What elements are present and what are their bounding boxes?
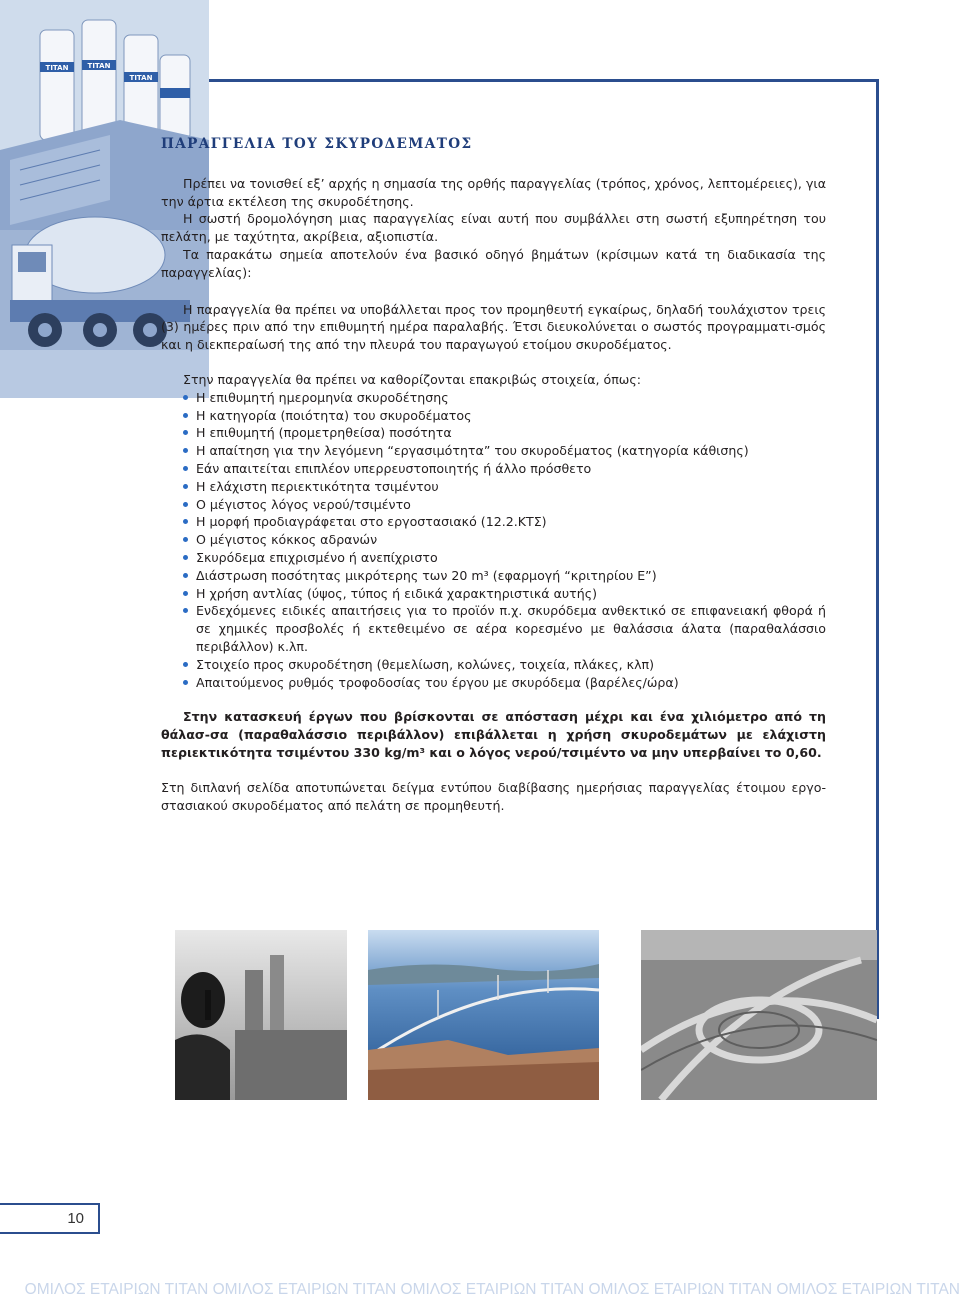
photo-highway-interchange	[641, 930, 877, 1100]
svg-text:TITAN: TITAN	[129, 74, 153, 82]
list-item: Απαιτούμενος ρυθμός τροφοδοσίας του έργου με σκυρόδεμα (βαρέλες/ώρα)	[161, 674, 826, 692]
bullet-icon	[183, 591, 188, 596]
bullet-icon	[183, 466, 188, 471]
main-content	[161, 136, 826, 814]
bullet-icon	[183, 413, 188, 418]
list-intro: Στην παραγγελία θα πρέπει να καθορίζονται επακριβώς στοιχεία, όπως:	[183, 371, 641, 387]
bullet-icon	[183, 680, 188, 685]
timing-paragraph: Η παραγγελία θα πρέπει να υποβάλλεται προς τον προμηθευτή εγκαίρως, δηλαδή τουλάχιστον τρεις (3) ημέρες πριν από την επιθυμητή ημέρα παραλαβής. Έτσι διευκολύνεται ο σωστός προγραμματι-σμός και η διεκπεραίωσή της από την πλευρά του παραγωγού ετοίμου σκυροδέματος.	[161, 301, 826, 353]
frame-right-line	[876, 79, 879, 1019]
bullet-icon	[183, 519, 188, 524]
bullet-icon	[183, 573, 188, 578]
bullet-icon	[183, 484, 188, 489]
bullet-icon	[183, 608, 188, 613]
intro-paragraph-1: Πρέπει να τονισθεί εξ’ αρχής η σημασία της ορθής παραγγελίας (τρόπος, χρόνος, λεπτομέρειες), για την άρτια εκτέλεση της σκυροδέτησης.	[161, 175, 826, 209]
intro-paragraph-2: Η σωστή δρομολόγηση μιας παραγγελίας είναι αυτή που συμβάλλει στη σωστή εξυπηρέτηση του πελάτη, με ταχύτητα, ακρίβεια, αξιοπιστία.	[161, 211, 826, 245]
list-item: Η κατηγορία (ποιότητα) του σκυροδέματος	[161, 407, 826, 425]
list-item: Η επιθυμητή (προμετρηθείσα) ποσότητα	[161, 424, 826, 442]
requirements-list	[161, 389, 826, 692]
svg-text:TITAN: TITAN	[87, 62, 111, 70]
bullet-icon	[183, 502, 188, 507]
photo-woman-on-phone	[175, 930, 347, 1100]
list-item: Η επιθυμητή ημερομηνία σκυροδέτησης	[161, 389, 826, 407]
list-item: Ενδεχόμενες ειδικές απαιτήσεις για το προϊόν π.χ. σκυρόδεμα ανθεκτικό σε επιφανειακή φθορά ή σε χημικές προσβολές ή εκτεθειμένο σε αέρα κορεσμένο με θαλάσσια άλατα (παραθαλάσσιο περιβάλλον) κ.λπ.	[161, 602, 826, 655]
list-item: Σκυρόδεμα επιχρισμένο ή ανεπίχριστο	[161, 549, 826, 567]
bullet-icon	[183, 537, 188, 542]
list-item: Η απαίτηση για την λεγόμενη “εργασιμότητα” του σκυροδέματος (κατηγορία κάθισης)	[161, 442, 826, 460]
list-item: Ο μέγιστος λόγος νερού/τσιμέντο	[161, 496, 826, 514]
list-item: Ο μέγιστος κόκκος αδρανών	[161, 531, 826, 549]
footer-watermark: ΟΜΙΛΟΣ ΕΤΑΙΡΙΩΝ ΤΙΤΑΝ ΟΜΙΛΟΣ ΕΤΑΙΡΙΩΝ ΤΙΤΑΝ ΟΜΙΛΟΣ ΕΤΑΙΡΙΩΝ ΤΙΤΑΝ ΟΜΙΛΟΣ ΕΤΑΙΡΙΩΝ ΤΙΤΑΝ ΟΜΙΛΟΣ ΕΤΑΙΡΙΩΝ ΤΙΤΑΝ	[24, 1281, 960, 1298]
photo-bridge-aerial	[368, 930, 599, 1100]
intro-paragraph-3: Τα παρακάτω σημεία αποτελούν ένα βασικό οδηγό βημάτων (κρίσιμων κατά τη διαδικασία της παραγγελίας):	[161, 246, 826, 280]
bullet-icon	[183, 555, 188, 560]
page-number: 10	[0, 1203, 100, 1234]
bullet-icon	[183, 430, 188, 435]
list-item: Η ελάχιστη περιεκτικότητα τσιμέντου	[161, 478, 826, 496]
bullet-icon	[183, 395, 188, 400]
bullet-icon	[183, 448, 188, 453]
list-item: Η μορφή προδιαγράφεται στο εργοστασιακό (12.2.ΚΤΣ)	[161, 513, 826, 531]
list-item: Στοιχείο προς σκυροδέτηση (θεμελίωση, κολώνες, τοιχεία, πλάκες, κλπ)	[161, 656, 826, 674]
list-item: Η χρήση αντλίας (ύψος, τύπος ή ειδικά χαρακτηριστικά αυτής)	[161, 585, 826, 603]
marine-environment-note: Στην κατασκευή έργων που βρίσκονται σε απόσταση μέχρι και ένα χιλιόμετρο από τη θάλασ-σα (παραθαλάσσιο περιβάλλον) επιβάλλεται η χρήση σκυροδεμάτων με ελάχιστη περιεκτικότητα τσιμέντου 330 kg/m³ και ο λόγος νερού/τσιμέντο να μην υπερβαίνει το 0,60.	[161, 709, 826, 760]
closing-paragraph: Στη διπλανή σελίδα αποτυπώνεται δείγμα εντύπου διαβίβασης ημερήσιας παραγγελίας έτοιμου εργο-στασιακού σκυροδέματος από πελάτη σε προμηθευτή.	[161, 779, 826, 813]
list-item: Εάν απαιτείται επιπλέον υπερρευστοποιητής ή άλλο πρόσθετο	[161, 460, 826, 478]
list-item: Διάστρωση ποσότητας μικρότερης των 20 m³ (εφαρμογή “κριτηρίου Ε”)	[161, 567, 826, 585]
bullet-icon	[183, 662, 188, 667]
frame-top-line	[209, 79, 879, 82]
silo-logo: TITAN	[45, 64, 69, 72]
section-title: ΠΑΡΑΓΓΕΛΙΑ ΤΟΥ ΣΚΥΡΟΔΕΜΑΤΟΣ	[161, 136, 473, 152]
